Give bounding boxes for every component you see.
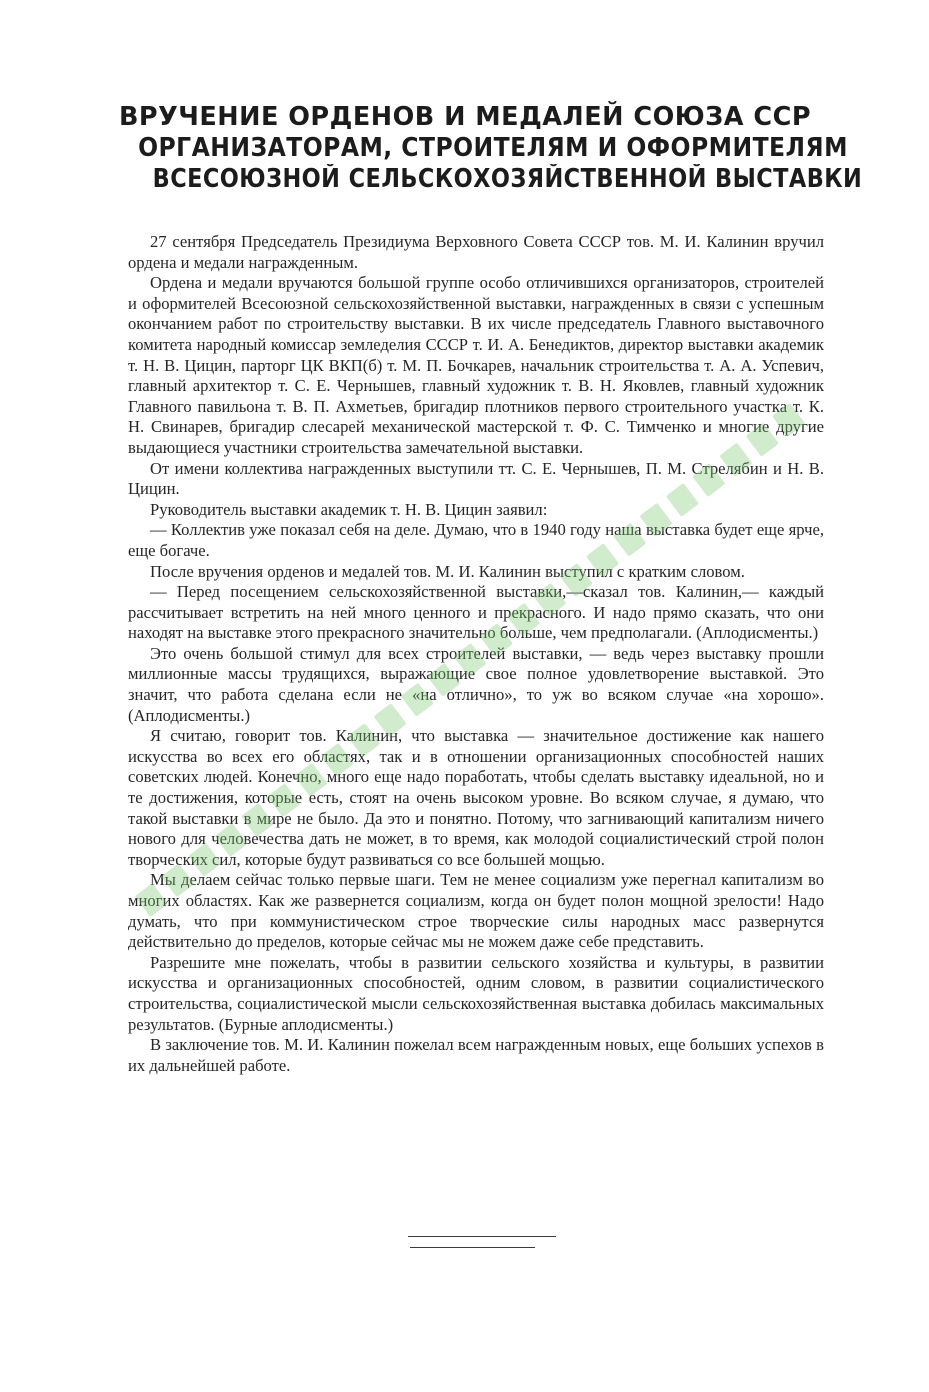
title-line-1: ВРУЧЕНИЕ ОРДЕНОВ И МЕДАЛЕЙ СОЮЗА ССР	[118, 102, 812, 132]
title-line-3: ВСЕСОЮЗНОЙ СЕЛЬСКОХОЗЯЙСТВЕННОЙ ВЫСТАВКИ	[152, 164, 863, 194]
paragraph-6: После вручения орденов и медалей тов. М. И. Калинин выступил с кратким словом.	[150, 561, 745, 581]
paragraph-1: 27 сентября Председатель Президиума Верховного Совета СССР тов. М. И. Калинин вручил ордена и медали награжденным.	[128, 232, 824, 272]
end-divider-short	[410, 1247, 535, 1248]
end-divider-long	[408, 1236, 556, 1237]
paragraph-11: Разрешите мне пожелать, чтобы в развитии сельского хозяйства и культуры, в развитии искусства и организационных способностей, одним словом, в развитии социалистического строительства, социалистической мысли сельскохозяйственная выставка добилась максимальных результатов. (Бурные аплодисменты.)	[128, 952, 824, 1034]
paragraph-8: Это очень большой стимул для всех строителей выставки, — ведь через выставку прошли миллионные массы трудящихся, выражающие свое полное удовлетворение выставкой. Это значит, что работа сделана если не «на отлично», то уж во всяком случае «на хорошо». (Аплодисменты.)	[128, 643, 824, 725]
paragraph-4: Руководитель выставки академик т. Н. В. Цицин заявил:	[150, 499, 548, 519]
paragraph-12: В заключение тов. М. И. Калинин пожелал всем награжденным новых, еще больших успехов в их дальнейшей работе.	[128, 1035, 824, 1075]
paragraph-7: — Перед посещением сельскохозяйственной выставки,—сказал тов. Калинин,— каждый рассчитывает встретить на ней много ценного и прекрасного. И надо прямо сказать, что они находят на выставке этого прекрасного значительно больше, чем предполагали. (Аплодисменты.)	[128, 582, 824, 643]
paragraph-3: От имени коллектива награжденных выступили тт. С. Е. Чернышев, П. М. Стрелябин и Н. В. Цицин.	[128, 458, 824, 499]
article-title	[110, 102, 863, 195]
article-body	[128, 232, 824, 1076]
paragraph-9: Я считаю, говорит тов. Калинин, что выставка — значительное достижение как нашего искусства во всех его областях, так и в отношении организационных способностей наших советских людей. Конечно, много еще надо поработать, чтобы сделать выставку идеальной, но и те достижения, которые есть, стоят на очень высоком уровне. Во всяком случае, я думаю, что такой выставки в мире не было. Да это и понятно. Потому, что загнивающий капитализм ничего нового для человечества дать не может, в то время, как молодой социалистический строй полон творческих сил, которые будут развиваться со все большей мощью.	[128, 726, 824, 869]
title-line-2: ОРГАНИЗАТОРАМ, СТРОИТЕЛЯМ И ОФОРМИТЕЛЯМ	[138, 133, 848, 163]
paragraph-2: Ордена и медали вручаются большой группе особо отличившихся организаторов, строителей и оформителей Всесоюзной сельскохозяйственной выставки, награжденных в связи с успешным окончанием работ по строительству выставки. В их числе председатель Главного выставочного комитета народный комиссар земледелия СССР т. И. А. Бенедиктов, директор выставки академик т. Н. В. Цицин, парторг ЦК ВКП(б) т. М. П. Бочкарев, начальник строительства т. А. А. Успевич, главный архитектор т. С. Е. Чернышев, главный художник т. В. Н. Яковлев, главный художник Главного павильона т. В. П. Ахметьев, бригадир плотников первого строительного участка т. К. Н. Свинарев, бригадир слесарей механической мастерской т. Ф. С. Тимченко и многие другие выдающиеся участники строительства замечательной выставки.	[128, 273, 824, 457]
paragraph-10: Мы делаем сейчас только первые шаги. Тем не менее социализм уже перегнал капитализм во многих областях. Как же развернется социализм, когда он будет полон мощной зрелости! Надо думать, что при коммунистическом строе творческие силы народных масс развернутся действительно до пределов, которые сейчас мы не можем даже себе представить.	[128, 870, 824, 952]
paragraph-5: — Коллектив уже показал себя на деле. Думаю, что в 1940 году наша выставка будет еще ярче, еще богаче.	[128, 520, 824, 560]
